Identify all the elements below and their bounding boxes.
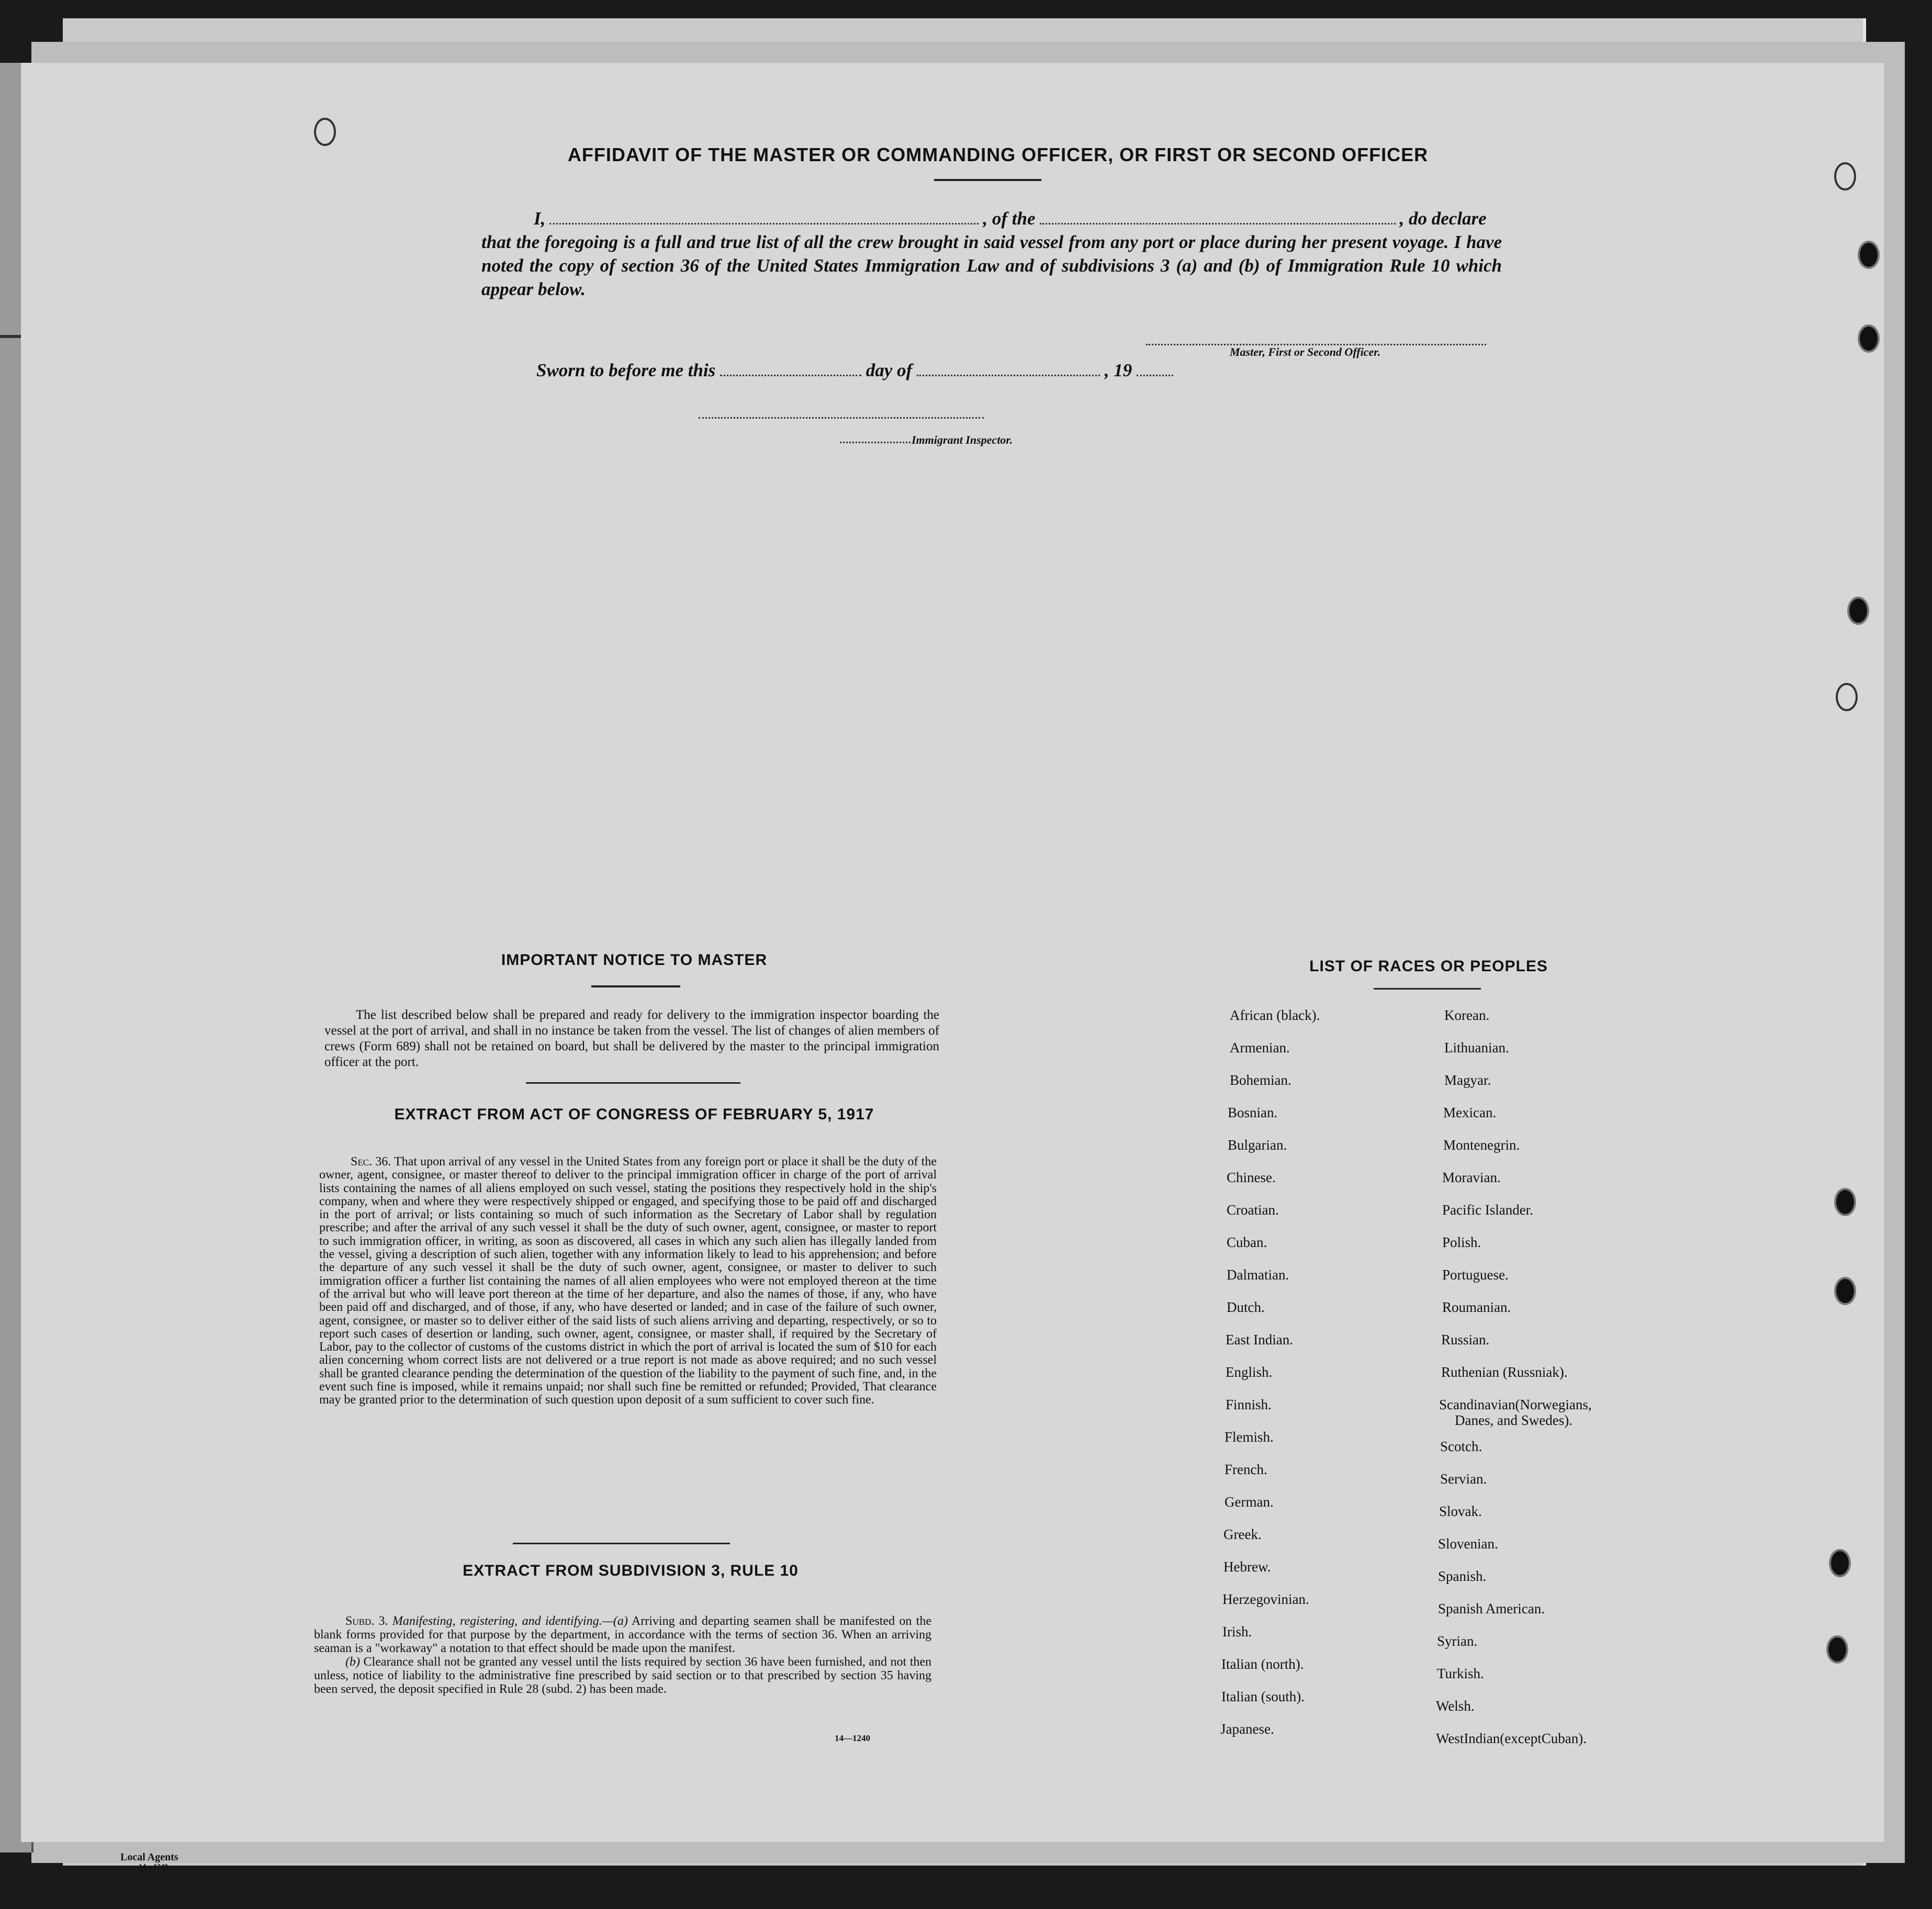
rule-text-b: Clearance shall not be granted any vessel until the lists required by section 36 have been furnished, and not then unless, notice of liability to the administrative fine prescribed by said section or to that prescribed by section 35 having been served, the deposit specified in Rule 28 (subd. 2) has been made.	[314, 1655, 932, 1696]
footer-form-number: 14—1240	[139, 1863, 168, 1871]
manifest-page	[21, 63, 1884, 1842]
rule-subd-label: Subd. 3.	[345, 1614, 388, 1628]
affidavit-i: I,	[534, 208, 546, 229]
race-item: English.	[1226, 1364, 1273, 1380]
race-item: Bohemian.	[1230, 1072, 1291, 1088]
race-item: Pacific Islander.	[1442, 1202, 1533, 1218]
race-item: Herzegovinian.	[1222, 1591, 1309, 1607]
race-item: Syrian.	[1437, 1633, 1478, 1649]
rule-text	[314, 1614, 931, 1696]
races-left-column	[1219, 1007, 1320, 1754]
act-paragraph: That upon arrival of any vessel in the United States from any foreign port or place it shall be the duty of the owner, agent, consignee, or master thereof to deliver to the principal immigration officer in charge of the port of arrival lists containing the names of all aliens employed on such vessel, stating the positions they respectively hold in the ship's company, when and where they were respectively shipped or engaged, and specifying those to be paid off and discharged in the port of arrival; or lists containing so much of such information as the Secretary of Labor shall by regulation prescribe; and after the arrival of any such vessel it shall be the duty of such owner, agent, consignee, or master to report to such immigration officer, in writing, as soon as discovered, all cases in which any such alien has illegally landed from the vessel, giving a description of such alien, together with any information likely to lead to his apprehension; and before the departure of any such vessel it shall be the duty of such owner, agent, consignee, or master to deliver to such immigration officer a further list containing the names of all alien employees who were not employed thereon at the time of the arrival but who will leave port thereon at the time of her departure, and also the names of those, if any, who have been paid off and discharged, and of those, if any, who have deserted or landed; and in case of the failure of such owner, agent, consignee, or master so to deliver either of the said lists of such aliens arriving and departing, respectively, or so to report such cases of desertion or landing, such owner, agent, consignee, or master shall, if required by the Secretary of Labor, pay to the collector of customs of the customs district in which the port of arrival is located the sum of $10 for each alien concerning whom correct lists are not delivered or a true report is not made as above required; and no such vessel shall be granted clearance pending the determination of the question of the liability to the payment of such fine, and, in the event such fine is imposed, while it remains unpaid; nor shall such fine be remitted or refunded; Provided, That clearance may be granted prior to the determination of such question upon deposit of a sum sufficient to cover such fine.	[319, 1155, 937, 1407]
sworn-line	[536, 360, 1173, 381]
notice-paragraph: The list described below shall be prepared and ready for delivery to the immigration inspector boarding the vessel at the port of arrival, and shall in no instance be taken from the vessel. The list of changes of alien members of crews (Form 689) shall not be retained on board, but shall be delivered by the master to the principal immigration officer at the port.	[324, 1008, 939, 1069]
binder-hole-icon	[1834, 1188, 1856, 1216]
binder-hole-icon	[1858, 324, 1880, 353]
rule-text-a: Arriving and departing seamen shall be manifested on the blank forms provided for that purpose by the department, in accordance with the terms of section 36. When an arriving seaman is a "workaway" a notation to that effect should be made upon the manifest.	[314, 1614, 931, 1655]
race-item: Moravian.	[1442, 1170, 1501, 1185]
inspector-signature-field[interactable]	[699, 416, 984, 419]
race-item: Lithuanian.	[1444, 1040, 1509, 1055]
race-item: Magyar.	[1444, 1072, 1491, 1088]
binder-hole-icon	[1847, 597, 1869, 625]
act-title: EXTRACT FROM ACT OF CONGRESS OF FEBRUARY 5, 1917	[394, 1106, 874, 1123]
race-item: WestIndian(exceptCuban).	[1436, 1731, 1587, 1746]
binder-hole-icon	[1836, 683, 1858, 711]
races-title: LIST OF RACES OR PEOPLES	[1309, 958, 1548, 975]
affidavit-title: AFFIDAVIT OF THE MASTER OR COMMANDING OFFICER, OR FIRST OR SECOND OFFICER	[567, 144, 1429, 165]
race-item: Scandinavian(Norwegians,	[1439, 1397, 1592, 1412]
binder-hole-icon	[1826, 1635, 1848, 1664]
race-item: Danes, and Swedes).	[1455, 1412, 1572, 1428]
race-item: Japanese.	[1220, 1721, 1274, 1737]
race-item: Irish.	[1222, 1624, 1252, 1640]
master-name-field[interactable]	[549, 221, 979, 224]
rule-title: EXTRACT FROM SUBDIVISION 3, RULE 10	[463, 1562, 799, 1579]
notice-title-rule	[591, 985, 680, 987]
race-item: Servian.	[1440, 1471, 1487, 1487]
race-item: Flemish.	[1225, 1429, 1274, 1445]
race-item: Spanish.	[1438, 1568, 1487, 1584]
binder-hole-icon	[1858, 241, 1880, 269]
race-item: Dutch.	[1227, 1299, 1265, 1315]
race-item: Portuguese.	[1442, 1267, 1509, 1283]
notice-title: IMPORTANT NOTICE TO MASTER	[501, 951, 768, 969]
race-item: Turkish.	[1437, 1666, 1484, 1681]
race-item: Korean.	[1444, 1007, 1490, 1023]
race-item: Polish.	[1442, 1234, 1481, 1250]
inspector-signature-field-2[interactable]	[840, 441, 911, 443]
race-item: Armenian.	[1230, 1040, 1290, 1055]
sworn-day-field[interactable]	[720, 373, 861, 376]
race-item: Chinese.	[1227, 1170, 1276, 1185]
affidavit-title-rule	[934, 179, 1041, 181]
race-item: Finnish.	[1226, 1397, 1272, 1412]
notice-text	[324, 1007, 939, 1070]
rule-subd-heading: Manifesting, registering, and identifying.—(a)	[392, 1614, 628, 1628]
binder-hole-icon	[1834, 1277, 1856, 1305]
race-item: Dalmatian.	[1227, 1267, 1289, 1283]
sworn-prefix: Sworn to before me this	[536, 360, 716, 380]
race-item: Roumanian.	[1442, 1299, 1511, 1315]
race-item: Hebrew.	[1223, 1559, 1271, 1575]
races-title-rule	[1374, 988, 1481, 990]
act-divider	[513, 1543, 730, 1544]
race-item: Montenegrin.	[1443, 1137, 1520, 1153]
binder-hole-icon	[1834, 162, 1856, 190]
race-item: Mexican.	[1443, 1105, 1497, 1120]
binder-hole-icon	[314, 118, 336, 146]
affidavit-block	[481, 207, 1502, 301]
sworn-year-field[interactable]	[1137, 373, 1173, 376]
race-item: Cuban.	[1227, 1234, 1267, 1250]
race-item: French.	[1225, 1462, 1267, 1477]
rule-form-number: 14—1240	[835, 1733, 870, 1743]
master-signature-label: Master, First or Second Officer.	[1230, 345, 1381, 358]
race-item: Croatian.	[1227, 1202, 1279, 1218]
race-item: Ruthenian (Russniak).	[1441, 1364, 1568, 1380]
race-item: Italian (north).	[1221, 1656, 1304, 1672]
notice-divider	[526, 1082, 740, 1084]
affidavit-body: that the foregoing is a full and true list of all the crew brought in said vessel from any port or place during her present voyage. I have noted the copy of section 36 of the United States Immigration Law and of subdivisions 3 (a) and (b) of Immigration Rule 10 which appear below.	[481, 232, 1502, 299]
race-item: Spanish American.	[1438, 1601, 1545, 1616]
inspector-label: Immigrant Inspector.	[912, 433, 1013, 446]
affidavit-of-the: , of the	[983, 208, 1036, 229]
sworn-month-field[interactable]	[917, 373, 1100, 376]
local-agents-label: Local Agents	[120, 1851, 178, 1863]
race-item: Slovenian.	[1438, 1536, 1498, 1552]
affidavit-do-declare: , do declare	[1399, 208, 1487, 229]
race-item: Bulgarian.	[1228, 1137, 1287, 1153]
race-item: Welsh.	[1436, 1698, 1475, 1714]
race-item: East Indian.	[1226, 1332, 1293, 1347]
vessel-name-field[interactable]	[1040, 221, 1396, 224]
race-item: Bosnian.	[1228, 1105, 1278, 1120]
race-item: African (black).	[1230, 1007, 1320, 1023]
race-item: Scotch.	[1440, 1439, 1482, 1454]
race-item: Slovak.	[1439, 1503, 1482, 1519]
act-sec-label: Sec. 36.	[351, 1155, 391, 1169]
act-text	[319, 1155, 937, 1407]
sworn-year: , 19	[1104, 360, 1132, 380]
race-item: Greek.	[1223, 1526, 1262, 1542]
race-item: Italian (south).	[1221, 1689, 1305, 1704]
race-item: German.	[1225, 1494, 1274, 1510]
binder-hole-icon	[1829, 1549, 1851, 1577]
rule-label-b: (b)	[345, 1655, 360, 1669]
race-item: Russian.	[1441, 1332, 1490, 1347]
races-right-column	[1434, 1007, 1592, 1763]
sworn-day-of: day of	[866, 360, 913, 380]
